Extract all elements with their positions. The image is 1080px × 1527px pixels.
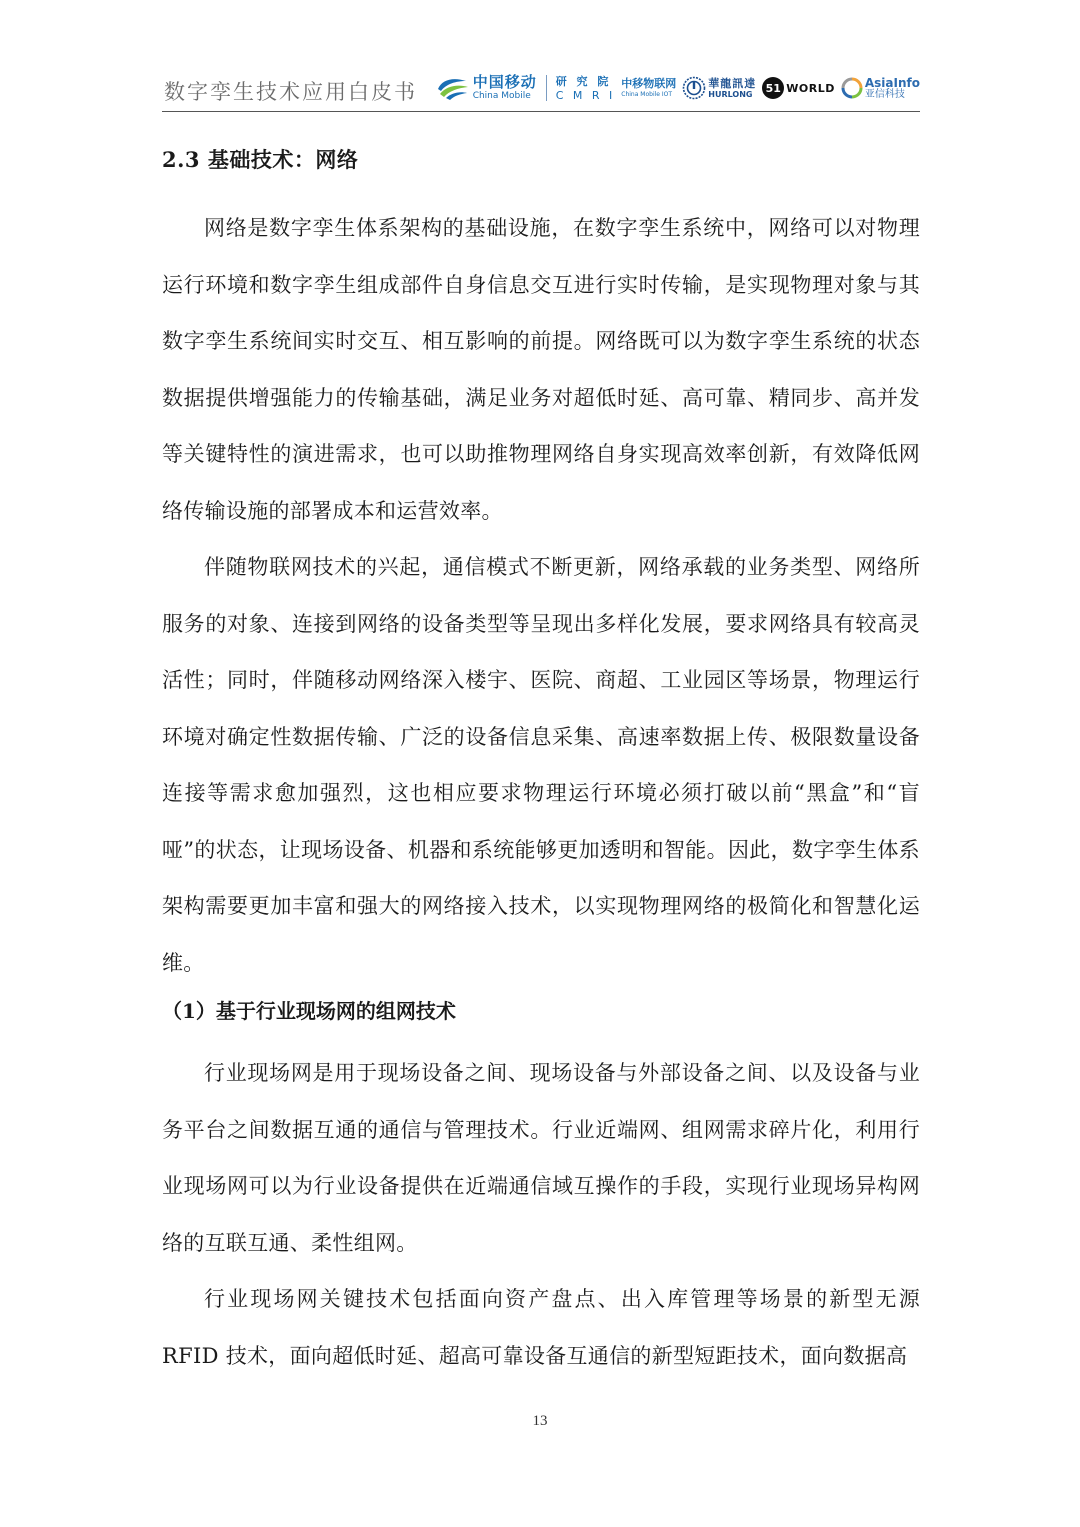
hurlong-cn: 華龍訊達 xyxy=(708,76,757,90)
body-paragraph: 网络是数字孪生体系架构的基础设施，在数字孪生系统中，网络可以对物理运行环境和数字孪生组成部件自身信息交互进行实时传输，是实现物理对象与其数字孪生系统间实时交互、相互影响的前提。网络既可以为数字孪生系统的状态数据提供增强能力的传输基础，满足业务对超低时延、高可靠、精同步、高并发等关键特性的演进需求，也可以助推物理网络自身实现高效率创新，有效降低网络传输设施的部署成本和运营效率。 xyxy=(162,216,920,523)
logo-divider xyxy=(546,75,547,101)
document-title: 数字孪生技术应用白皮书 xyxy=(164,80,417,104)
51world-badge-icon: 51 xyxy=(762,77,784,99)
china-mobile-logo xyxy=(436,75,537,101)
body-paragraph: 伴随物联网技术的兴起，通信模式不断更新，网络承载的业务类型、网络所服务的对象、连接到网络的设备类型等呈现出多样化发展，要求网络具有较高灵活性；同时，伴随移动网络深入楼宇、医院、商超、工业园区等场景，物理运行环境对确定性数据传输、广泛的设备信息采集、高速率数据上传、极限数量设备连接等需求愈加强烈，这也相应要求物理运行环境必须打破以前“黑盒”和“盲哑”的状态，让现场设备、机器和系统能够更加透明和智能。因此，数字孪生体系架构需要更加丰富和强大的网络接入技术，以实现物理网络的极简化和智慧化运维。 xyxy=(162,555,920,975)
hurlong-wordmark xyxy=(708,78,756,99)
hurlong-emblem-icon xyxy=(682,76,706,100)
cmri-en: C M R I xyxy=(555,88,616,102)
page-content xyxy=(162,140,920,1384)
header-rule xyxy=(162,111,920,112)
china-mobile-icon xyxy=(436,75,470,101)
asiainfo-cn: 亚信科技 xyxy=(864,88,905,100)
asiainfo-en: AsiaInfo xyxy=(864,75,920,90)
51world-wordmark: WORLD xyxy=(786,81,835,95)
asiainfo-ring-icon xyxy=(841,77,863,99)
hurlong-en: HURLONG xyxy=(708,89,753,99)
asiainfo-wordmark xyxy=(865,77,920,100)
section-heading: 2.3 基础技术：网络 xyxy=(162,147,359,172)
cmri-cn: 研 究 院 xyxy=(555,74,612,88)
hurlong-logo xyxy=(682,76,756,100)
body-paragraph: 行业现场网关键技术包括面向资产盘点、出入库管理等场景的新型无源RFID 技术，面向超低时延、超高可靠设备互通信的新型短距技术，面向数据高 xyxy=(162,1287,920,1368)
page-number: 13 xyxy=(532,1413,548,1429)
partner-logos xyxy=(436,70,920,106)
asiainfo-logo xyxy=(841,77,920,100)
page-header xyxy=(162,62,920,112)
51world-logo xyxy=(762,77,835,99)
china-mobile-en: China Mobile xyxy=(472,91,531,101)
iot-cn: 中移物联网 xyxy=(621,77,677,90)
body-paragraph: 行业现场网是用于现场设备之间、现场设备与外部设备之间、以及设备与业务平台之间数据互通的通信与管理技术。行业近端网、组网需求碎片化，利用行业现场网可以为行业设备提供在近端通信域互操作的手段，实现行业现场异构网络的互联互通、柔性组网。 xyxy=(162,1061,920,1255)
subsection-heading: （1）基于行业现场网的组网技术 xyxy=(162,999,456,1023)
iot-en: China Mobile IOT xyxy=(621,91,673,98)
china-mobile-wordmark xyxy=(473,75,537,101)
china-mobile-iot-logo xyxy=(621,78,676,98)
china-mobile-cn: 中国移动 xyxy=(472,73,537,91)
cmri-logo xyxy=(556,76,616,101)
